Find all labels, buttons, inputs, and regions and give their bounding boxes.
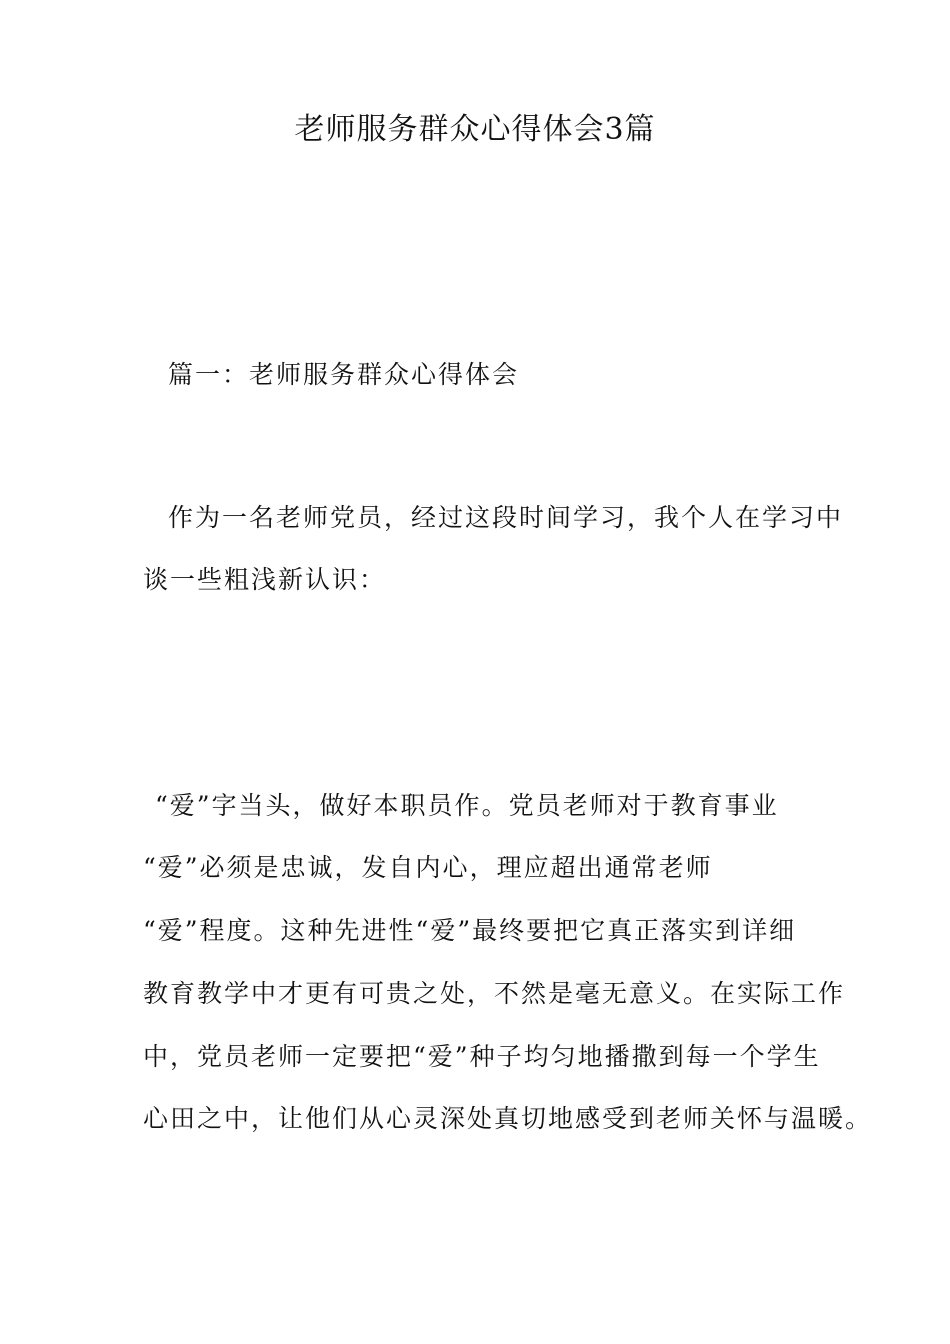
body-line-6: 心田之中，让他们从心灵深处真切地感受到老师关怀与温暖。 bbox=[143, 1104, 873, 1133]
intro-line-2: 谈一些粗浅新认识： bbox=[143, 565, 387, 594]
section-heading: 篇一：老师服务群众心得体会 bbox=[168, 360, 520, 389]
body-line-2: “爱”必须是忠诚，发自内心，理应超出通常老师 bbox=[143, 853, 713, 882]
body-line-5: 中，党员老师一定要把“爱”种子均匀地播撒到每一个学生 bbox=[143, 1042, 821, 1071]
document-title: 老师服务群众心得体会3篇 bbox=[294, 112, 656, 147]
body-line-3: “爱”程度。这种先进性“爱”最终要把它真正落实到详细 bbox=[143, 916, 797, 945]
intro-line-1: 作为一名老师党员，经过这段时间学习，我个人在学习中 bbox=[168, 503, 844, 532]
body-line-4: 教育教学中才更有可贵之处，不然是毫无意义。在实际工作 bbox=[143, 979, 846, 1008]
body-line-1: “爱”字当头，做好本职员作。党员老师对于教育事业 bbox=[155, 791, 779, 820]
